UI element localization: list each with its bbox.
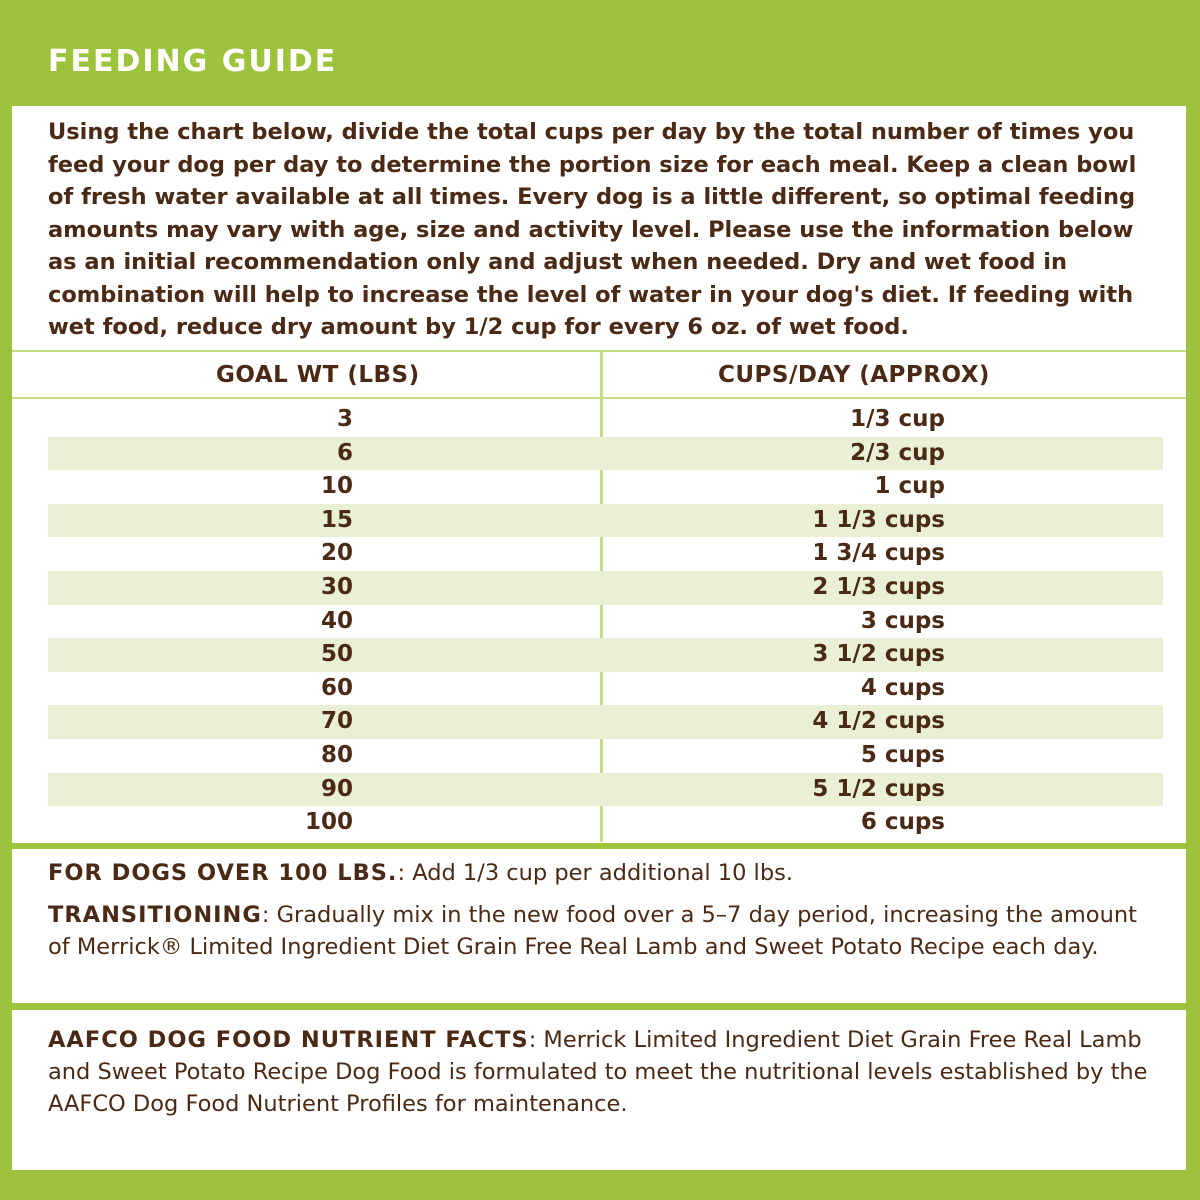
table-row — [48, 806, 1163, 840]
transitioning-note — [48, 899, 1158, 963]
cups-per-day-cell: 4 cups — [860, 674, 945, 701]
over-100-lbs-heading: FOR DOGS OVER 100 LBS. — [48, 860, 398, 886]
aafco-statement — [48, 1024, 1158, 1120]
goal-weight-cell: 40 — [320, 607, 353, 634]
transitioning-heading: TRANSITIONING — [48, 902, 262, 928]
goal-weight-cell: 100 — [304, 809, 353, 836]
over-100-lbs-note — [48, 857, 1158, 889]
cups-per-day-cell: 1 cup — [874, 473, 945, 500]
aafco-panel — [12, 1010, 1186, 1170]
column-header-cups-per-day: CUPS/DAY (APPROX) — [718, 362, 990, 388]
table-row — [48, 773, 1163, 807]
cups-per-day-cell: 3 1/2 cups — [812, 641, 945, 668]
table-top-divider — [12, 350, 1186, 352]
aafco-heading: AAFCO DOG FOOD NUTRIENT FACTS — [48, 1027, 529, 1053]
goal-weight-cell: 20 — [320, 540, 353, 567]
goal-weight-cell: 10 — [320, 473, 353, 500]
aafco-text: : Merrick Limited Ingredient Diet Grain Free Real Lamb and Sweet Potato Recipe Dog Food is formulated to meet the nutritional levels established by the AAFCO Dog Food Nutrient Profiles for maintenance. — [48, 1027, 1148, 1117]
cups-per-day-cell: 2/3 cup — [850, 439, 945, 466]
cups-per-day-cell: 3 cups — [860, 607, 945, 634]
table-row — [48, 470, 1163, 504]
table-row — [48, 739, 1163, 773]
goal-weight-cell: 15 — [320, 506, 353, 533]
goal-weight-cell: 30 — [320, 573, 353, 600]
transitioning-text: : Gradually mix in the new food over a 5–7 day period, increasing the amount of Merrick® Limited Ingredient Diet Grain Free Real Lamb and Sweet Potato Recipe each day. — [48, 902, 1137, 960]
column-header-goal-weight: GOAL WT (LBS) — [216, 362, 420, 388]
intro-paragraph: Using the chart below, divide the total cups per day by the total number of times you feed your dog per day to determine the portion size for each meal. Keep a clean bowl of fresh water available at all times. Every dog is a little different, so optimal feeding amounts may vary with age, size and activity level. Please use the information below as an initial recommendation only and adjust when needed. Dry and wet food in combination will help to increase the level of water in your dog's diet. If feeding with wet food, reduce dry amount by 1/2 cup for every 6 oz. of wet food. — [48, 119, 1137, 340]
table-row — [48, 437, 1163, 471]
table-row — [48, 571, 1163, 605]
goal-weight-cell: 70 — [320, 708, 353, 735]
cups-per-day-cell: 5 cups — [860, 741, 945, 768]
cups-per-day-cell: 1/3 cup — [850, 406, 945, 432]
table-row — [48, 672, 1163, 706]
over-100-lbs-text: : Add 1/3 cup per additional 10 lbs. — [397, 860, 793, 886]
goal-weight-cell: 50 — [320, 641, 353, 668]
cups-per-day-cell: 5 1/2 cups — [812, 775, 945, 802]
table-row — [48, 638, 1163, 672]
goal-weight-cell: 60 — [320, 674, 353, 701]
notes-panel — [12, 849, 1186, 1003]
table-row — [48, 705, 1163, 739]
feeding-table-body — [48, 403, 1163, 840]
goal-weight-cell: 90 — [320, 775, 353, 802]
goal-weight-cell: 3 — [336, 406, 353, 432]
page-title: FEEDING GUIDE — [48, 44, 338, 79]
feeding-chart-panel — [12, 106, 1186, 843]
cups-per-day-cell: 2 1/3 cups — [812, 573, 945, 600]
goal-weight-cell: 80 — [320, 741, 353, 768]
goal-weight-cell: 6 — [336, 439, 353, 466]
cups-per-day-cell: 4 1/2 cups — [812, 708, 945, 735]
cups-per-day-cell: 1 3/4 cups — [812, 540, 945, 567]
cups-per-day-cell: 1 1/3 cups — [812, 506, 945, 533]
table-row — [48, 403, 1163, 437]
cups-per-day-cell: 6 cups — [860, 809, 945, 836]
table-row — [48, 504, 1163, 538]
table-header-divider — [12, 397, 1186, 399]
table-row — [48, 537, 1163, 571]
table-row — [48, 605, 1163, 639]
